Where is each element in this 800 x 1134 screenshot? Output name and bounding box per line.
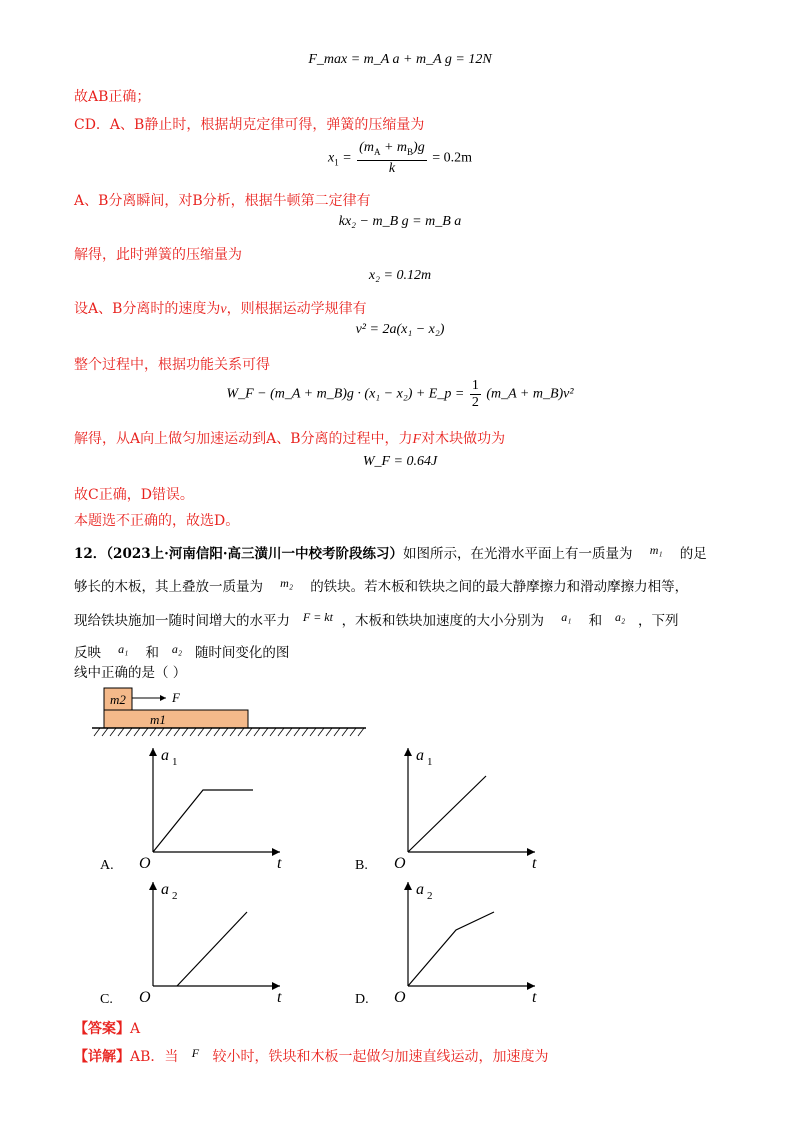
svg-text:t: t <box>277 989 282 1004</box>
option-d-graph[interactable] <box>390 874 550 1004</box>
hatch-mark <box>94 728 100 736</box>
hatch-mark <box>230 728 236 736</box>
question-12-line5: 线中正确的是（ ） <box>74 665 187 681</box>
hatch-mark <box>350 728 356 736</box>
text-separation: A、B分离瞬间，对B分析，根据牛顿第二定律有 <box>74 193 371 209</box>
equation-fmax: F_max = m_A a + m_A g = 12N <box>308 52 492 67</box>
text-choose-d: 本题选不正确的，故选D。 <box>74 513 240 529</box>
block-board-figure <box>88 684 378 744</box>
question-12-line4: 反映 a₁ 和 a₂ 随时间变化的图 <box>74 642 290 661</box>
equation-x2: x₂ = 0.12m <box>368 268 432 283</box>
text-c-correct: 故C正确，D错误。 <box>74 487 194 503</box>
text-solve-compression: 解得，此时弹簧的压缩量为 <box>74 247 242 263</box>
graph-d-line <box>408 912 494 986</box>
fraction-x1: $\frac{(m_A + m_B)g}{k}$ <box>359 140 425 176</box>
hatch-mark <box>150 728 156 736</box>
svg-text:2: 2 <box>427 890 433 902</box>
hatch-mark <box>214 728 220 736</box>
ground-hatch <box>94 728 364 736</box>
svg-text:a: a <box>416 881 424 898</box>
equation-energy: W_F − (m_A + m_B)g · (x₁ − x₂) + E_p = $\frac{1}{2}$ (m_A + m_B)v² <box>226 378 574 410</box>
text-cd-hooke: CD．A、B静止时，根据胡克定律可得，弹簧的压缩量为 <box>74 117 425 133</box>
svg-text:1: 1 <box>427 756 433 768</box>
question-12-line2: 够长的木板，其上叠放一质量为 m₂ 的铁块。若木板和铁块之间的最大静摩擦力和滑动摩擦力相等， <box>74 576 689 595</box>
hatch-mark <box>326 728 332 736</box>
hatch-mark <box>182 728 188 736</box>
option-c-graph[interactable] <box>135 874 295 1004</box>
svg-text:t: t <box>532 855 537 870</box>
option-a-graph[interactable] <box>135 740 295 870</box>
label-m1: m1 <box>150 712 166 727</box>
svg-text:t: t <box>532 989 537 1004</box>
svg-text:O: O <box>139 855 151 870</box>
hatch-mark <box>270 728 276 736</box>
hatch-mark <box>238 728 244 736</box>
svg-text:a: a <box>161 747 169 764</box>
hatch-mark <box>262 728 268 736</box>
hatch-mark <box>102 728 108 736</box>
svg-text:t: t <box>277 855 282 870</box>
hatch-mark <box>358 728 364 736</box>
hatch-mark <box>318 728 324 736</box>
svg-text:1: 1 <box>172 756 178 768</box>
text-work: 解得，从A向上做匀加速运动到A、B分离的过程中，力F对木块做功为 <box>74 431 506 447</box>
hatch-mark <box>110 728 116 736</box>
hatch-mark <box>134 728 140 736</box>
equation-wf: W_F = 0.64J <box>362 454 438 469</box>
graph-a-line <box>153 790 253 852</box>
label-force: F <box>172 690 180 705</box>
svg-text:O: O <box>139 989 151 1004</box>
option-a-label[interactable]: A. <box>100 858 114 873</box>
text-energy: 整个过程中，根据功能关系可得 <box>74 357 270 373</box>
question-12-line1: 12．（2023上·河南信阳·高三潢川一中校考阶段练习）如图所示，在光滑水平面上有一质量为 m₁ 的足 <box>74 543 707 562</box>
label-m2: m2 <box>110 692 126 707</box>
svg-text:a: a <box>416 747 424 764</box>
hatch-mark <box>118 728 124 736</box>
hatch-mark <box>246 728 252 736</box>
hatch-mark <box>334 728 340 736</box>
hatch-mark <box>198 728 204 736</box>
svg-text:a: a <box>161 881 169 898</box>
hatch-mark <box>294 728 300 736</box>
hatch-mark <box>206 728 212 736</box>
hatch-mark <box>286 728 292 736</box>
hatch-mark <box>278 728 284 736</box>
answer-line: 【答案】A <box>74 1021 141 1037</box>
fraction-half: $\frac{1}{2}$ <box>471 378 479 410</box>
equation-kx2: kx₂ − m_B g = m_B a <box>338 214 462 229</box>
svg-text:O: O <box>394 855 406 870</box>
force-arrowhead <box>160 695 166 701</box>
equation-v2: v² = 2a(x₁ − x₂) <box>355 322 445 337</box>
hatch-mark <box>166 728 172 736</box>
question-12-line3: 现给铁块施加一随时间增大的水平力 F = kt ，木板和铁块加速度的大小分别为 a₁ 和 a₂ ，下列 <box>74 610 679 629</box>
hatch-mark <box>254 728 260 736</box>
equation-x1: $x_1$ = $\frac{(m_A + m_B)g}{k}$ = 0.2m <box>328 140 472 176</box>
hatch-mark <box>310 728 316 736</box>
svg-text:O: O <box>394 989 406 1004</box>
svg-text:2: 2 <box>172 890 178 902</box>
option-b-graph[interactable] <box>390 740 550 870</box>
text-velocity: 设A、B分离时的速度为v，则根据运动学规律有 <box>74 301 367 317</box>
hatch-mark <box>126 728 132 736</box>
hatch-mark <box>158 728 164 736</box>
option-b-label[interactable]: B. <box>355 858 368 873</box>
hatch-mark <box>222 728 228 736</box>
board-m1 <box>104 710 248 728</box>
option-c-label[interactable]: C. <box>100 992 113 1007</box>
hatch-mark <box>174 728 180 736</box>
hatch-mark <box>190 728 196 736</box>
text-ab-correct: 故AB正确； <box>74 89 151 105</box>
graph-b-line <box>408 776 486 852</box>
graph-c-line <box>177 912 247 986</box>
option-d-label[interactable]: D. <box>355 992 369 1007</box>
hatch-mark <box>342 728 348 736</box>
hatch-mark <box>142 728 148 736</box>
hatch-mark <box>302 728 308 736</box>
detail-line: 【详解】AB．当 F 较小时，铁块和木板一起做匀加速直线运动，加速度为 <box>74 1046 549 1065</box>
